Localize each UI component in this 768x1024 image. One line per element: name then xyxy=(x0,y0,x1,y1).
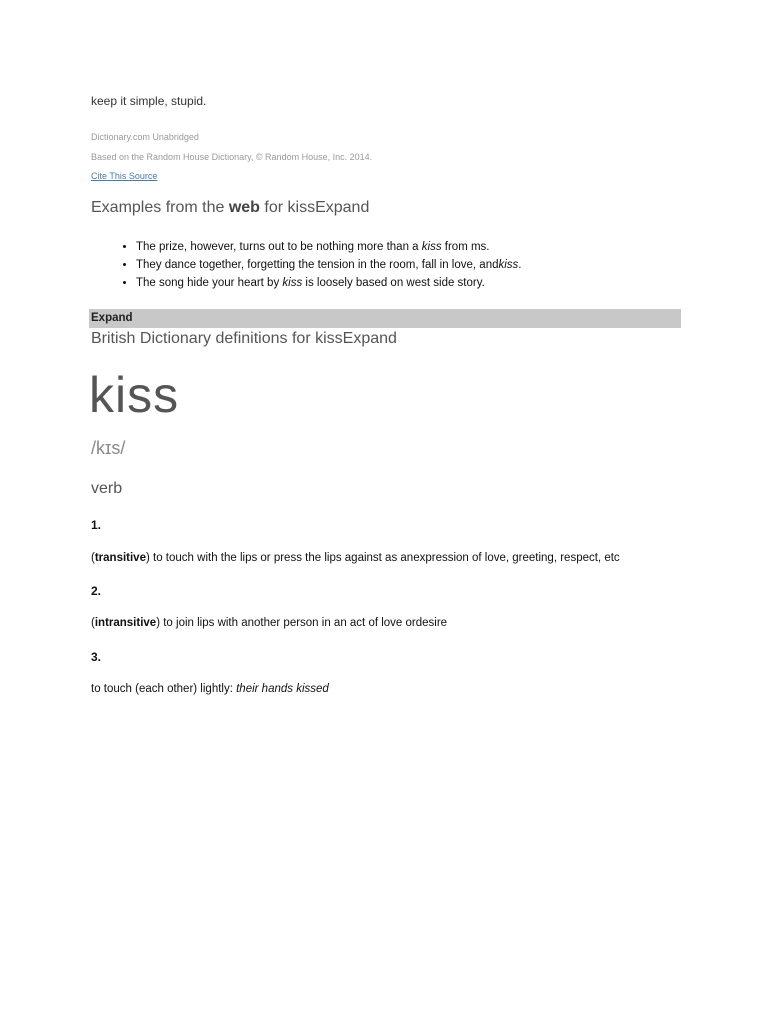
example-item: • The prize, however, turns out to be nothing more than a kiss from ms. xyxy=(136,238,522,256)
sense-definition: (intransitive) to join lips with another person in an act of love ordesire xyxy=(91,617,448,629)
source-name: Dictionary.com Unabridged xyxy=(91,132,199,142)
pronunciation: /kɪs/ xyxy=(91,438,126,458)
sense-number: 3. xyxy=(91,650,102,664)
examples-heading-bold: web xyxy=(228,199,260,216)
british-definitions-heading: British Dictionary definitions for kissExpand xyxy=(91,330,397,347)
example-item: • They dance together, forgetting the tension in the room, fall in love, andkiss. xyxy=(136,256,522,274)
sense-number: 2. xyxy=(91,584,102,598)
cite-source-link[interactable]: Cite This Source xyxy=(91,171,158,181)
sense-definition: to touch (each other) lightly: their hands kissed xyxy=(91,683,329,695)
tagline: keep it simple, stupid. xyxy=(91,94,207,108)
expand-button[interactable]: Expand xyxy=(89,309,681,328)
examples-list xyxy=(91,238,522,292)
part-of-speech: verb xyxy=(91,480,123,497)
sense-definition: (transitive) to touch with the lips or press the lips against as anexpression of love, greeting, respect, etc xyxy=(91,552,620,564)
example-item: • The song hide your heart by kiss is loosely based on west side story. xyxy=(136,274,522,292)
sense-number: 1. xyxy=(91,518,102,532)
examples-heading: Examples from the web for kissExpand xyxy=(91,199,370,216)
source-copyright: Based on the Random House Dictionary, © Random House, Inc. 2014. xyxy=(91,152,373,162)
headword: kiss xyxy=(89,367,180,423)
